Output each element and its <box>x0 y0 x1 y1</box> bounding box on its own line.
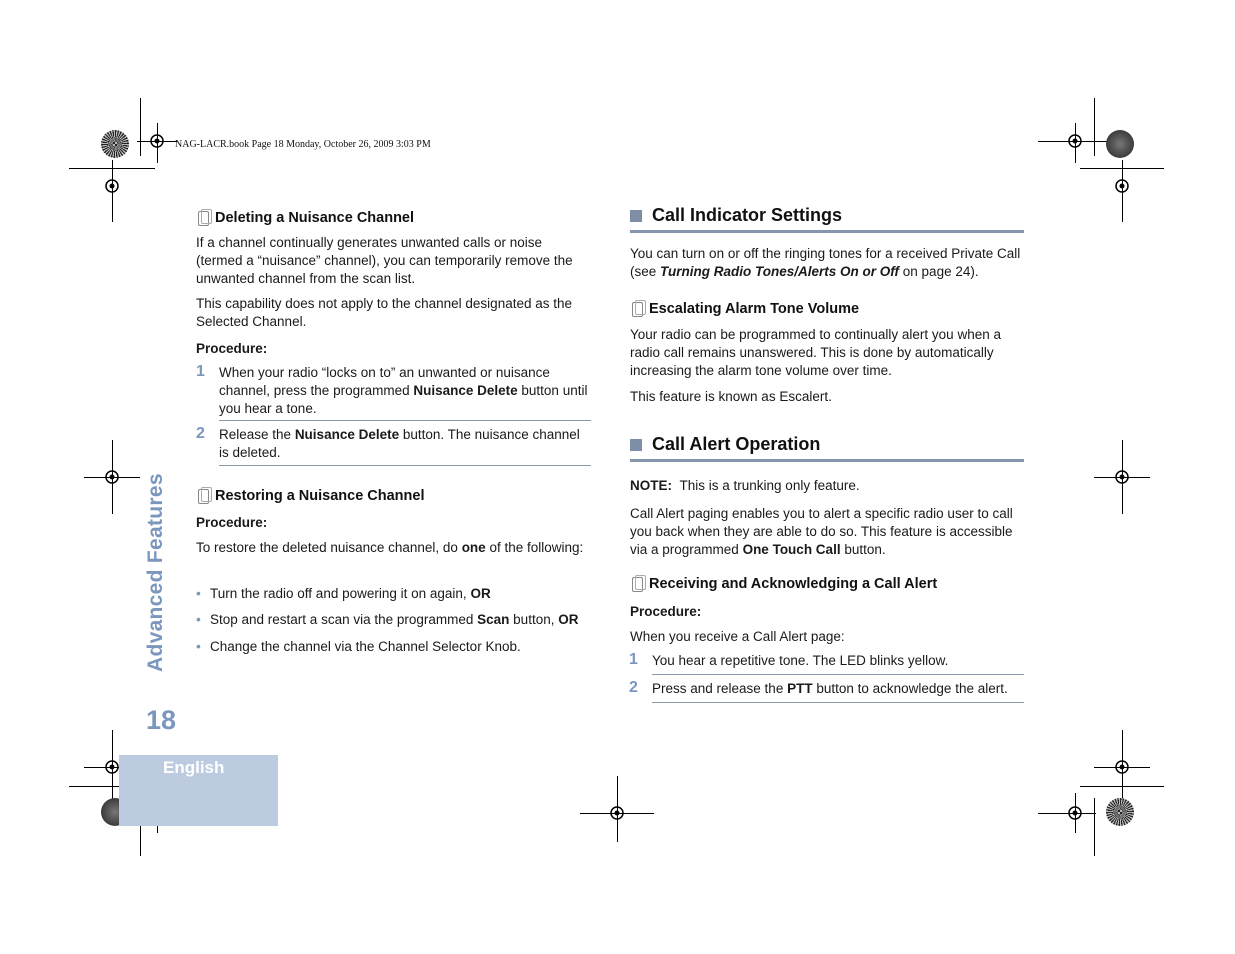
procedure-label: Procedure: <box>196 515 268 530</box>
heading-rule <box>630 459 1024 462</box>
subheading-escalating: Escalating Alarm Tone Volume <box>632 301 859 317</box>
color-bar-mark-icon <box>1106 130 1134 158</box>
subsection-icon <box>198 211 209 226</box>
escalating-paragraph-2: This feature is known as Escalert. <box>630 389 832 404</box>
step-number: 1 <box>629 651 638 668</box>
bullet-text: Change the channel via the Channel Selector Knob. <box>210 639 521 654</box>
side-tab-label: Advanced Features <box>144 473 167 672</box>
receiving-intro: When you receive a Call Alert page: <box>630 629 845 644</box>
language-label: English <box>163 758 225 777</box>
step-divider <box>219 420 591 421</box>
heading-call-alert: Call Alert Operation <box>630 434 820 455</box>
subsection-icon <box>632 577 643 592</box>
step-text: When your radio “locks on to” an unwanted or nuisance channel, press the programmed Nuisance Delete button until you hear a tone. <box>219 365 588 416</box>
step-text: Press and release the PTT button to acknowledge the alert. <box>652 681 1008 696</box>
subheading-deleting: Deleting a Nuisance Channel <box>198 210 414 226</box>
registration-mark-icon <box>1111 756 1133 778</box>
subheading-receiving: Receiving and Acknowledging a Call Alert <box>632 576 937 592</box>
step-divider <box>652 674 1024 675</box>
registration-mark-icon <box>1064 130 1086 152</box>
registration-mark-icon <box>101 466 123 488</box>
step-text: Release the Nuisance Delete button. The nuisance channel is deleted. <box>219 427 580 460</box>
procedure-label: Procedure: <box>196 341 268 356</box>
bullet-marker: • <box>196 611 201 627</box>
bullet-marker: • <box>196 638 201 654</box>
escalating-paragraph-1: Your radio can be programmed to continually alert you when a radio call remains unanswered. This is done by automatically increasing the alarm tone volume over time. <box>630 327 1001 378</box>
step-number: 1 <box>196 363 205 380</box>
deleting-paragraph-2: This capability does not apply to the channel designated as the Selected Channel. <box>196 296 573 329</box>
deleting-paragraph-1: If a channel continually generates unwanted calls or noise (termed a “nuisance” channel), you can temporarily remove the unwanted channel from the scan list. <box>196 235 573 286</box>
subsection-icon <box>198 489 209 504</box>
subsection-icon <box>632 302 643 317</box>
restoring-intro: To restore the deleted nuisance channel, do one of the following: <box>196 540 584 555</box>
starburst-mark-icon <box>101 130 129 158</box>
registration-mark-icon <box>1111 466 1133 488</box>
registration-mark-icon <box>101 175 123 197</box>
registration-mark-icon <box>146 130 168 152</box>
heading-call-indicator: Call Indicator Settings <box>630 205 842 226</box>
registration-mark-icon <box>1111 175 1133 197</box>
step-text: You hear a repetitive tone. The LED blinks yellow. <box>652 653 949 668</box>
call-indicator-paragraph: You can turn on or off the ringing tones for a received Private Call (see Turning Radio Tones/Alerts On or Off on page 24). <box>630 246 1021 279</box>
call-alert-paragraph: Call Alert paging enables you to alert a specific radio user to call you back when they are able to do so. This feature is accessible via a programmed One Touch Call button. <box>630 506 1013 557</box>
registration-mark-icon <box>1064 802 1086 824</box>
heading-square-icon <box>630 439 642 451</box>
step-number: 2 <box>196 425 205 442</box>
note: NOTE: This is a trunking only feature. <box>630 478 860 493</box>
subheading-restoring: Restoring a Nuisance Channel <box>198 488 425 504</box>
step-number: 2 <box>629 679 638 696</box>
step-divider <box>652 702 1024 703</box>
bullet-text: Stop and restart a scan via the programmed Scan button, OR <box>210 612 579 627</box>
starburst-mark-icon <box>1106 798 1134 826</box>
heading-rule <box>630 230 1024 233</box>
bullet-text: Turn the radio off and powering it on again, OR <box>210 586 491 601</box>
procedure-label: Procedure: <box>630 604 702 619</box>
bullet-marker: • <box>196 585 201 601</box>
print-slug: NAG-LACR.book Page 18 Monday, October 26, 2009 3:03 PM <box>175 139 431 150</box>
page-number: 18 <box>146 705 177 735</box>
step-divider <box>219 465 591 466</box>
registration-mark-icon <box>606 802 628 824</box>
heading-square-icon <box>630 210 642 222</box>
